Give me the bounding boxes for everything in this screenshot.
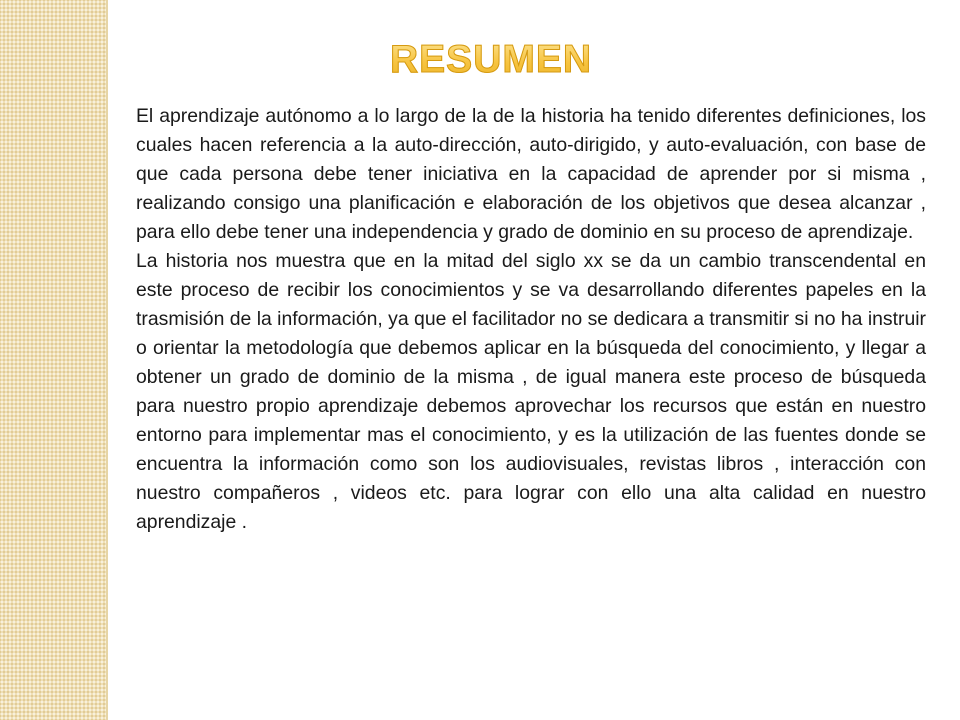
- summary-paragraph-2: La historia nos muestra que en la mitad del siglo xx se da un cambio transcendental en este proceso de recibir los conocimientos y se va desarrollando diferentes papeles en la trasmisión de la información, ya que el facilitador no se dedicara a transmitir si no ha instruir o orientar la metodología que debemos aplicar en la búsqueda del conocimiento, y llegar a obtener un grado de dominio de la misma , de igual manera este proceso de búsqueda para nuestro propio aprendizaje debemos aprovechar los recursos que están en nuestro entorno para implementar mas el conocimiento, y es la utilización de las fuentes donde se encuentra la información como son los audiovisuales, revistas libros , interacción con nuestro compañeros , videos etc. para lograr con ello una alta calidad en nuestro aprendizaje .: [136, 250, 926, 533]
- summary-paragraph-1: El aprendizaje autónomo a lo largo de la de la historia ha tenido diferentes definiciones, los cuales hacen referencia a la auto-dirección, auto-dirigido, y auto-evaluación, con base de que cada persona debe tener iniciativa en la capacidad de aprender por si misma , realizando consigo una planificación e elaboración de los objetivos que desea alcanzar , para ello debe tener una independencia y grado de dominio en su proceso de aprendizaje.: [136, 105, 926, 243]
- summary-body: [136, 102, 926, 537]
- slide-title: RESUMEN: [390, 36, 590, 84]
- decorative-side-band: [0, 0, 106, 720]
- side-band-edge: [106, 0, 108, 720]
